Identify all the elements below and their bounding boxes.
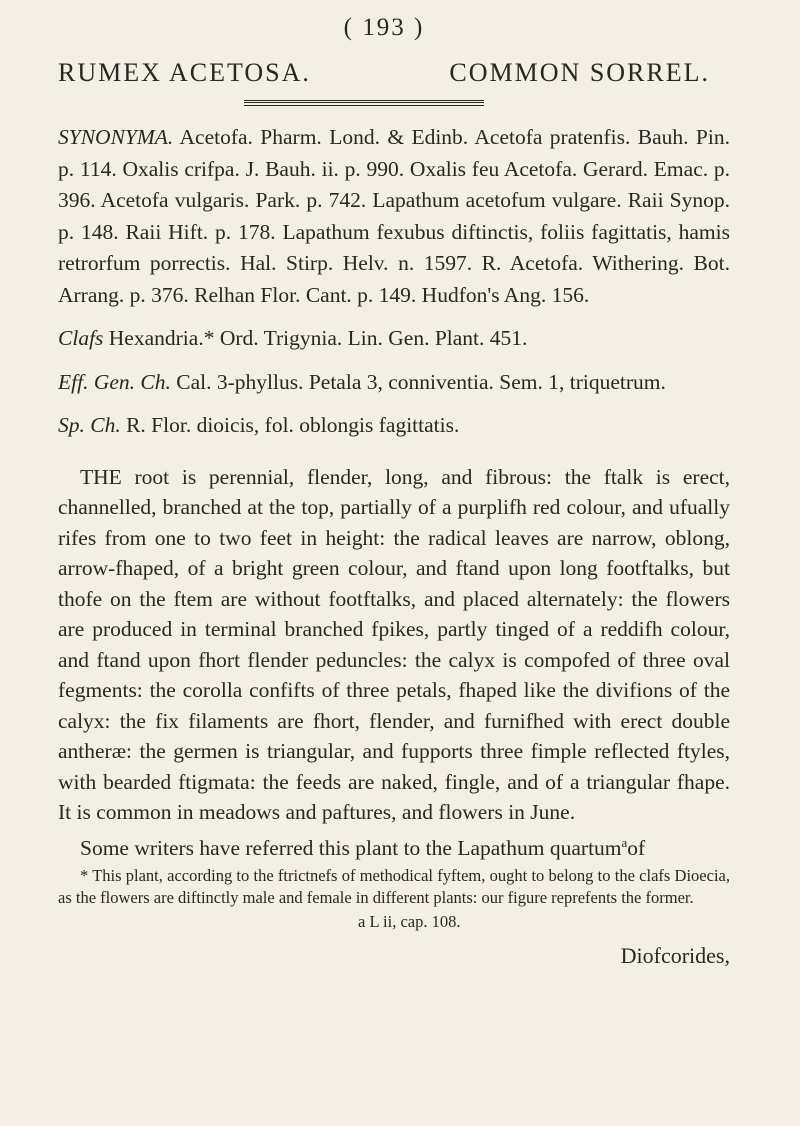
running-title — [58, 58, 710, 88]
essential-text: Cal. 3-phyllus. Petala 3, conniventia. Sem. 1, triquetrum. — [176, 369, 666, 394]
footnote-star: * This plant, according to the ftrictnefs of methodical fyftem, ought to belong to the clafs Dioecia, as the flowers are diftinctly male and female in different plants: our figure reprefents the former. — [58, 866, 730, 908]
synonyma-paragraph — [58, 122, 730, 311]
plant-description-continued — [58, 828, 730, 864]
running-title-left: RUMEX ACETOSA. — [58, 58, 311, 87]
continued-text: Some writers have referred this plant to the Lapathum quartum — [80, 835, 622, 860]
specific-label: Sp. Ch. — [58, 413, 121, 437]
footnote-marker-a: a — [621, 834, 628, 850]
essential-label: Eff. Gen. Ch. — [58, 369, 171, 394]
plant-description: THE root is perennial, flender, long, and fibrous: the ftalk is erect, channelled, branched at the top, partially of a purplifh red colour, and ufually rifes from one to two feet in height: the radical leaves are narrow, oblong, arrow-fhaped, of a bright green colour, and ftand upon long footftalks, but thofe on the ftem are without footftalks, and placed alternately: the flowers are produced in terminal branched fpikes, partly tinged of a reddifh colour, and ftand upon fhort flender peduncles: the calyx is compofed of three oval fegments: the corolla confifts of three petals, fhaped like the divifions of the calyx: the fix filaments are fhort, flender, and furnifhed with erect double antheræ: the germen is triangular, and fupports three fimple reflected ftyles, with bearded ftigmata: the feeds are naked, fingle, and of a triangular fhape. It is common in meadows and paftures, and flowers in June. — [58, 464, 730, 824]
specific-character-line — [58, 410, 730, 442]
essential-generic-character-line — [58, 367, 730, 399]
specific-text: R. Flor. dioicis, fol. oblongis fagittatis. — [126, 413, 460, 437]
book-page — [58, 14, 730, 969]
continued-text-end: of — [627, 835, 646, 860]
synonyma-label: SYNONYMA. — [58, 125, 174, 149]
class-text: Hexandria.* Ord. Trigynia. Lin. Gen. Plant. 451. — [108, 326, 528, 350]
footnote-a: a L ii, cap. 108. — [358, 912, 461, 932]
page-number: ( 193 ) — [343, 14, 425, 41]
class-order-line — [58, 323, 730, 355]
double-rule-divider — [244, 100, 484, 106]
class-label: Clafs — [58, 326, 104, 350]
synonyma-text: Acetofa. Pharm. Lond. & Edinb. Acetofa pratenfis. Bauh. Pin. p. 114. Oxalis crifpa. J. Bauh. ii. p. 990. Oxalis feu Acetofa. Gerard. Emac. p. 396. Acetofa vulgaris. Park. p. 742. Lapathum acetofum vulgare. Raii Synop. p. 148. Raii Hift. p. 178. Lapathum fexubus diftinctis, foliis fagittatis, hamis retrorfum porrectis. Hal. Stirp. Helv. n. 1597. R. Acetofa. Withering. Bot. Arrang. p. 376. Relhan Flor. Cant. p. 149. Hudfon's Ang. 156. — [58, 125, 730, 307]
catchword: Diofcorides, — [620, 943, 730, 969]
running-title-right: COMMON SORREL. — [449, 58, 710, 87]
